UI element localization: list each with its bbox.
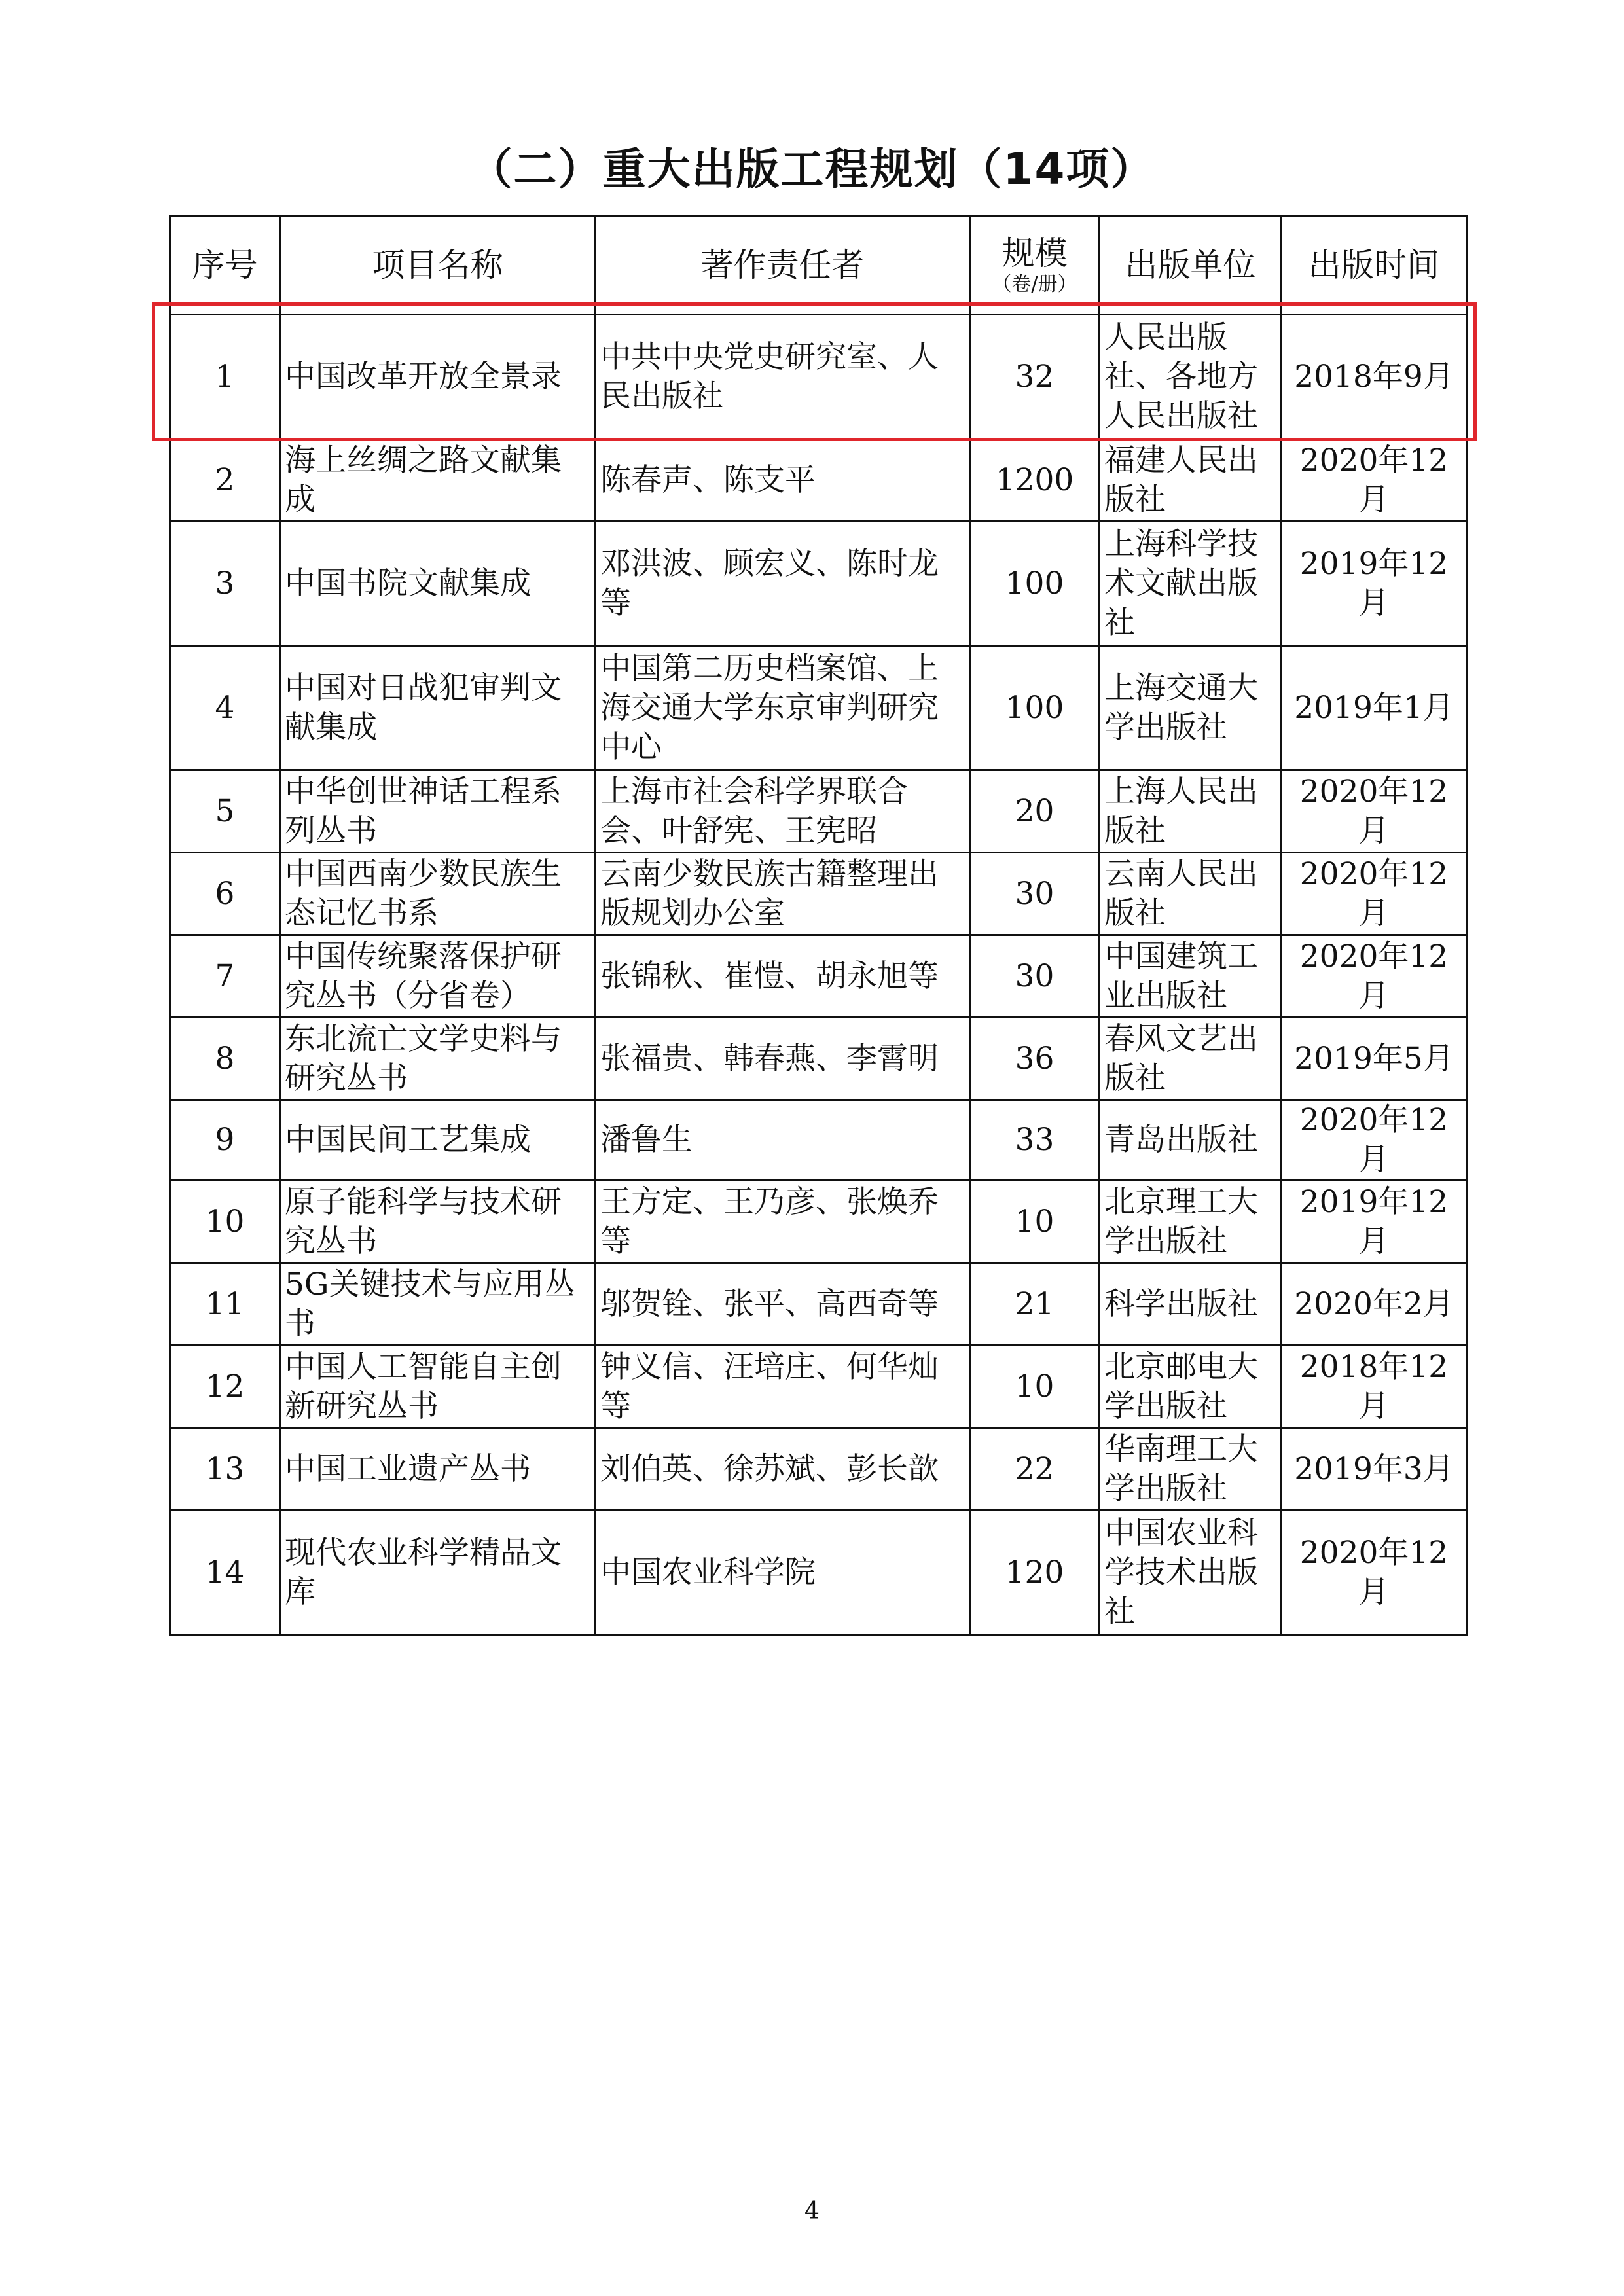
header-scale-unit: （卷/册）	[992, 273, 1077, 296]
cell-scale: 30	[970, 853, 1100, 935]
header-scale	[970, 216, 1100, 315]
cell-index: 7	[170, 935, 280, 1018]
cell-date: 2020年12月	[1282, 1100, 1467, 1181]
cell-name: 中国西南少数民族生态记忆书系	[280, 853, 596, 935]
cell-scale: 21	[970, 1263, 1100, 1346]
cell-authors: 刘伯英、徐苏斌、彭长歆	[596, 1428, 970, 1511]
cell-scale: 10	[970, 1181, 1100, 1263]
cell-date: 2019年12月	[1282, 522, 1467, 646]
cell-index: 2	[170, 439, 280, 522]
cell-scale: 1200	[970, 439, 1100, 522]
table-row	[170, 853, 1467, 935]
table-row	[170, 1263, 1467, 1346]
cell-name: 原子能科学与技术研究丛书	[280, 1181, 596, 1263]
page-number: 4	[804, 2198, 820, 2225]
cell-index: 12	[170, 1346, 280, 1428]
cell-name: 中国书院文献集成	[280, 522, 596, 646]
table-header-row	[170, 216, 1467, 315]
table-row	[170, 1018, 1467, 1100]
cell-date: 2020年12月	[1282, 853, 1467, 935]
cell-name: 中国民间工艺集成	[280, 1100, 596, 1181]
cell-scale: 33	[970, 1100, 1100, 1181]
cell-authors: 钟义信、汪培庄、何华灿等	[596, 1346, 970, 1428]
cell-authors: 陈春声、陈支平	[596, 439, 970, 522]
cell-scale: 100	[970, 646, 1100, 770]
cell-name: 海上丝绸之路文献集成	[280, 439, 596, 522]
cell-scale: 30	[970, 935, 1100, 1018]
cell-publisher: 上海交通大学出版社	[1100, 646, 1282, 770]
cell-scale: 10	[970, 1346, 1100, 1428]
cell-name: 中华创世神话工程系列丛书	[280, 770, 596, 853]
cell-publisher: 北京邮电大学出版社	[1100, 1346, 1282, 1428]
cell-date: 2019年5月	[1282, 1018, 1467, 1100]
cell-index: 1	[170, 315, 280, 439]
cell-publisher: 云南人民出版社	[1100, 853, 1282, 935]
cell-name: 中国对日战犯审判文献集成	[280, 646, 596, 770]
cell-scale: 20	[970, 770, 1100, 853]
cell-authors: 中共中央党史研究室、人民出版社	[596, 315, 970, 439]
cell-name: 5G关键技术与应用丛书	[280, 1263, 596, 1346]
header-scale-label: 规模	[1001, 234, 1068, 272]
table-row	[170, 935, 1467, 1018]
cell-publisher: 上海科学技术文献出版社	[1100, 522, 1282, 646]
table-row	[170, 439, 1467, 522]
cell-scale: 22	[970, 1428, 1100, 1511]
cell-date: 2020年12月	[1282, 770, 1467, 853]
cell-index: 6	[170, 853, 280, 935]
cell-authors: 中国第二历史档案馆、上海交通大学东京审判研究中心	[596, 646, 970, 770]
table-row	[170, 770, 1467, 853]
cell-index: 4	[170, 646, 280, 770]
cell-index: 14	[170, 1511, 280, 1635]
cell-date: 2020年12月	[1282, 439, 1467, 522]
cell-date: 2018年9月	[1282, 315, 1467, 439]
cell-index: 8	[170, 1018, 280, 1100]
cell-authors: 云南少数民族古籍整理出版规划办公室	[596, 853, 970, 935]
row-highlight-box	[152, 302, 1477, 441]
cell-publisher: 上海人民出版社	[1100, 770, 1282, 853]
cell-date: 2019年3月	[1282, 1428, 1467, 1511]
cell-authors: 中国农业科学院	[596, 1511, 970, 1635]
table-row	[170, 1346, 1467, 1428]
cell-publisher: 北京理工大学出版社	[1100, 1181, 1282, 1263]
table-row	[170, 522, 1467, 646]
header-index: 序号	[170, 216, 280, 315]
cell-publisher: 青岛出版社	[1100, 1100, 1282, 1181]
header-publisher: 出版单位	[1100, 216, 1282, 315]
cell-publisher: 华南理工大学出版社	[1100, 1428, 1282, 1511]
table-row	[170, 1428, 1467, 1511]
cell-name: 中国改革开放全景录	[280, 315, 596, 439]
cell-authors: 张锦秋、崔愷、胡永旭等	[596, 935, 970, 1018]
table-row	[170, 1100, 1467, 1181]
header-name: 项目名称	[280, 216, 596, 315]
cell-publisher: 春风文艺出版社	[1100, 1018, 1282, 1100]
table-row	[170, 646, 1467, 770]
cell-scale: 100	[970, 522, 1100, 646]
cell-date: 2018年12月	[1282, 1346, 1467, 1428]
cell-index: 3	[170, 522, 280, 646]
cell-scale: 32	[970, 315, 1100, 439]
cell-publisher: 人民出版社、各地方人民出版社	[1100, 315, 1282, 439]
header-date: 出版时间	[1282, 216, 1467, 315]
cell-authors: 邓洪波、顾宏义、陈时龙等	[596, 522, 970, 646]
cell-name: 中国传统聚落保护研究丛书（分省卷）	[280, 935, 596, 1018]
cell-date: 2019年1月	[1282, 646, 1467, 770]
cell-date: 2020年12月	[1282, 935, 1467, 1018]
cell-authors: 王方定、王乃彦、张焕乔等	[596, 1181, 970, 1263]
cell-name: 中国工业遗产丛书	[280, 1428, 596, 1511]
cell-scale: 120	[970, 1511, 1100, 1635]
cell-scale: 36	[970, 1018, 1100, 1100]
cell-name: 现代农业科学精品文库	[280, 1511, 596, 1635]
header-authors: 著作责任者	[596, 216, 970, 315]
table-row	[170, 1181, 1467, 1263]
cell-publisher: 中国建筑工业出版社	[1100, 935, 1282, 1018]
cell-date: 2020年2月	[1282, 1263, 1467, 1346]
cell-date: 2019年12月	[1282, 1181, 1467, 1263]
cell-index: 13	[170, 1428, 280, 1511]
cell-publisher: 福建人民出版社	[1100, 439, 1282, 522]
cell-index: 10	[170, 1181, 280, 1263]
cell-index: 11	[170, 1263, 280, 1346]
cell-name: 东北流亡文学史料与研究丛书	[280, 1018, 596, 1100]
cell-authors: 潘鲁生	[596, 1100, 970, 1181]
cell-publisher: 中国农业科学技术出版社	[1100, 1511, 1282, 1635]
cell-authors: 张福贵、韩春燕、李霄明	[596, 1018, 970, 1100]
page-title: （二）重大出版工程规划（14项）	[469, 144, 1155, 194]
cell-publisher: 科学出版社	[1100, 1263, 1282, 1346]
table-row	[170, 1511, 1467, 1635]
cell-authors: 邬贺铨、张平、高西奇等	[596, 1263, 970, 1346]
cell-name: 中国人工智能自主创新研究丛书	[280, 1346, 596, 1428]
cell-index: 9	[170, 1100, 280, 1181]
cell-authors: 上海市社会科学界联合会、叶舒宪、王宪昭	[596, 770, 970, 853]
cell-index: 5	[170, 770, 280, 853]
cell-date: 2020年12月	[1282, 1511, 1467, 1635]
